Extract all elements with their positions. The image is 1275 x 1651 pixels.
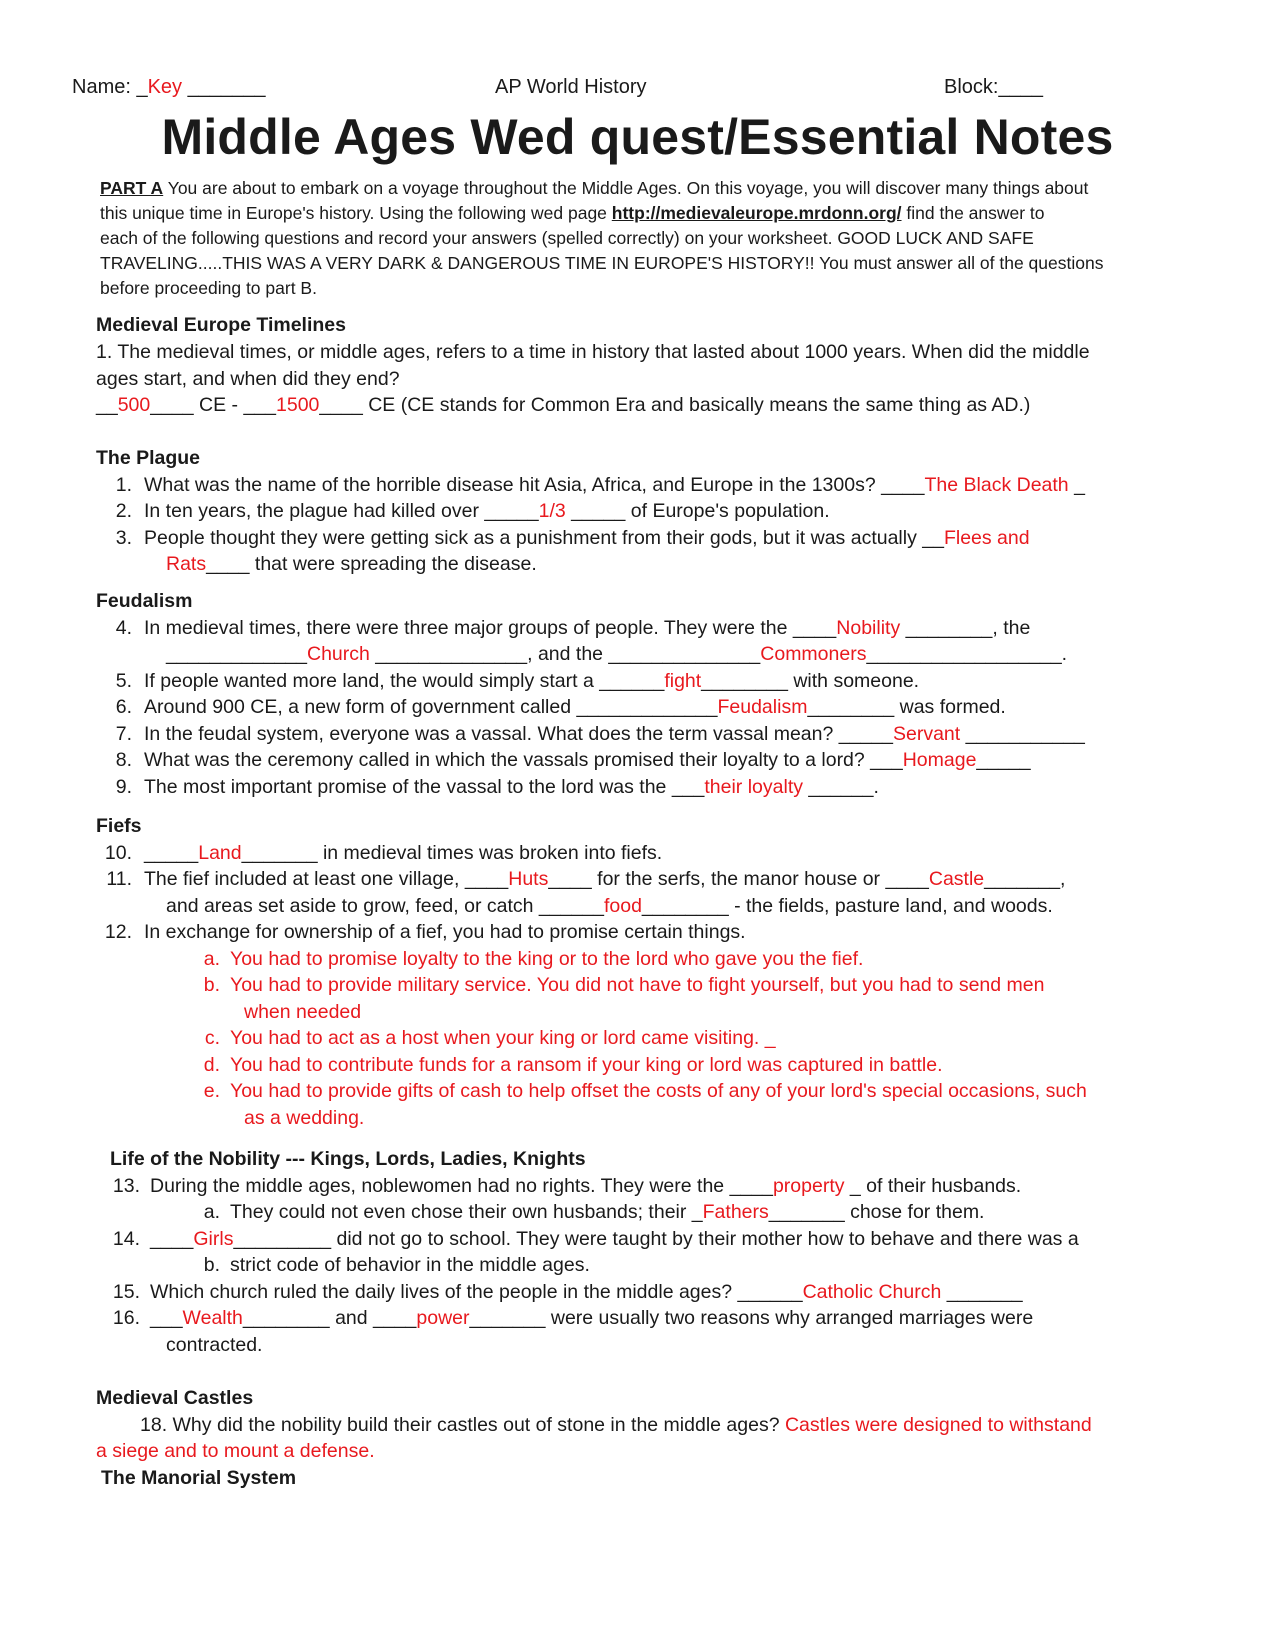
answer-text: fight xyxy=(664,670,702,692)
question-text: _________ did not go to school. They were taught by their mother how to behave and there was a xyxy=(233,1228,1079,1250)
answer-text: Homage xyxy=(902,749,977,771)
question-text: _______ in medieval times was broken into fiefs. xyxy=(241,842,663,864)
question-text: In medieval times, there were three major groups of people. They were the ____ xyxy=(144,617,837,639)
blank: _______, xyxy=(984,868,1066,890)
question-text: People thought they were getting sick as a punishment from their gods, but it was actually __ xyxy=(144,527,944,549)
question-1-answer-line xyxy=(96,394,1030,417)
answer-text: Catholic Church xyxy=(802,1281,942,1303)
plague-question-1 xyxy=(96,474,1085,497)
list-letter: a. xyxy=(203,948,220,970)
name-label: Name: _ xyxy=(72,76,148,98)
question-text: ________ and ____ xyxy=(242,1307,417,1329)
blank: __________________. xyxy=(866,643,1068,665)
answer-text: Nobility xyxy=(836,617,901,639)
question-text: ____ for the serfs, the manor house or ____ xyxy=(548,868,929,890)
list-letter: b. xyxy=(203,974,220,996)
blank: _____________ xyxy=(166,643,307,665)
feudalism-question-4-cont xyxy=(166,643,1067,666)
block-field: Block:____ xyxy=(944,76,1043,98)
section-heading-manorial: The Manorial System xyxy=(101,1467,297,1489)
answer-text: The Black Death xyxy=(924,474,1069,496)
question-text: _______ were usually two reasons why arranged marriages were xyxy=(469,1307,1034,1329)
intro-text: TRAVELING.....THIS WAS A VERY DARK & DANGEROUS TIME IN EUROPE'S HISTORY!! You must answer all of the questions xyxy=(100,253,1104,273)
answer-end-year: 1500 xyxy=(276,394,320,416)
nobility-question-15 xyxy=(96,1281,1023,1304)
question-number: 8. xyxy=(115,749,132,771)
section-heading-plague: The Plague xyxy=(96,447,201,469)
blank: ___________ xyxy=(960,723,1085,745)
section-heading-fiefs: Fiefs xyxy=(96,815,142,837)
fiefs-question-11-cont xyxy=(166,895,1053,918)
fief-obligation-b-cont: when needed xyxy=(244,1001,362,1023)
fiefs-question-11 xyxy=(96,868,1065,891)
section-heading-feudalism: Feudalism xyxy=(96,590,193,612)
answer-text: Commoners xyxy=(760,643,867,665)
question-number: 2. xyxy=(115,500,132,522)
question-number: 12. xyxy=(104,921,132,943)
feudalism-question-4 xyxy=(96,617,1030,640)
answer-text: Servant xyxy=(892,723,961,745)
name-field xyxy=(72,76,265,99)
question-text: ________ - the fields, pasture land, and woods. xyxy=(641,895,1053,917)
blank: ___ xyxy=(150,1307,183,1329)
fiefs-question-12 xyxy=(96,921,746,944)
question-number: 3. xyxy=(115,527,132,549)
intro-text: You are about to embark on a voyage throughout the Middle Ages. On this voyage, you will discover many things about xyxy=(163,178,1089,198)
question-text: Which church ruled the daily lives of the people in the middle ages? ______ xyxy=(150,1281,803,1303)
question-text: _____ of Europe's population. xyxy=(565,500,830,522)
blank: _____ xyxy=(976,749,1031,771)
answer-text: You had to promise loyalty to the king or to the lord who gave you the fief. xyxy=(230,948,864,970)
answer-text: Huts xyxy=(508,868,549,890)
course-name: AP World History xyxy=(495,76,647,98)
blank: _____ xyxy=(144,842,199,864)
intro-text: find the answer to xyxy=(901,203,1045,223)
section-heading-castles: Medieval Castles xyxy=(96,1387,254,1409)
question-1-line-1: 1. The medieval times, or middle ages, refers to a time in history that lasted about 1000 years. When did the middle xyxy=(96,341,1090,363)
blank: __ xyxy=(96,394,118,416)
plague-question-3-cont xyxy=(166,553,537,576)
question-number: 9. xyxy=(115,776,132,798)
question-text: During the middle ages, noblewomen had no rights. They were the ____ xyxy=(150,1175,773,1197)
question-text: If people wanted more land, the would simply start a ______ xyxy=(144,670,665,692)
castles-question-18-cont: a siege and to mount a defense. xyxy=(96,1440,375,1462)
answer-text: You had to act as a host when your king or lord came visiting. _ xyxy=(230,1027,776,1049)
question-number: 11. xyxy=(106,868,132,890)
question-text: What was the name of the horrible disease hit Asia, Africa, and Europe in the 1300s? ____ xyxy=(144,474,925,496)
question-text: strict code of behavior in the middle ages. xyxy=(230,1254,590,1276)
question-text: The fief included at least one village, ____ xyxy=(144,868,509,890)
answer-text: their loyalty xyxy=(704,776,803,798)
question-number: 1. xyxy=(115,474,132,496)
list-letter: b. xyxy=(203,1254,220,1276)
section-heading-nobility: Life of the Nobility --- Kings, Lords, Ladies, Knights xyxy=(110,1148,586,1170)
fief-obligation-e-cont: as a wedding. xyxy=(244,1107,365,1129)
answer-text: Church xyxy=(307,643,370,665)
question-text: What was the ceremony called in which the vassals promised their loyalty to a lord? ___ xyxy=(144,749,903,771)
blank: ____ CE - ___ xyxy=(150,394,277,416)
answer-text: Castle xyxy=(928,868,985,890)
answer-text: property xyxy=(772,1175,845,1197)
question-text: _ xyxy=(1068,474,1085,496)
question-number: 7. xyxy=(115,723,132,745)
nobility-question-13 xyxy=(96,1175,1021,1198)
blank: _______ xyxy=(941,1281,1023,1303)
question-1-line-2: ages start, and when did they end? xyxy=(96,368,400,390)
list-letter: a. xyxy=(203,1201,220,1223)
answer-text: Feudalism xyxy=(717,696,808,718)
feudalism-question-9 xyxy=(96,776,879,799)
question-text: 18. Why did the nobility build their castles out of stone in the middle ages? xyxy=(140,1414,785,1436)
question-text: ________ was formed. xyxy=(807,696,1006,718)
answer-text: food xyxy=(603,895,642,917)
castles-question-18 xyxy=(140,1414,1092,1437)
blank: ____ xyxy=(150,1228,194,1250)
question-number: 5. xyxy=(115,670,132,692)
answer-text: Flees and xyxy=(943,527,1030,549)
answer-text: power xyxy=(416,1307,470,1329)
part-a-label: PART A xyxy=(100,178,164,198)
intro-text: before proceeding to part B. xyxy=(100,278,317,298)
list-letter: c. xyxy=(204,1027,220,1049)
nobility-question-16-cont: contracted. xyxy=(166,1334,263,1356)
fief-obligation-b xyxy=(198,974,1044,997)
question-text: ____ that were spreading the disease. xyxy=(206,553,537,575)
question-text: ______________, and the ______________ xyxy=(369,643,761,665)
question-text: The most important promise of the vassal to the lord was the ___ xyxy=(144,776,705,798)
question-text: Around 900 CE, a new form of government called _____________ xyxy=(144,696,718,718)
answer-text: Land xyxy=(198,842,242,864)
feudalism-question-5 xyxy=(96,670,919,693)
plague-question-3 xyxy=(96,527,1030,550)
blank: ____ CE (CE stands for Common Era and basically means the same thing as AD.) xyxy=(319,394,1031,416)
list-letter: d. xyxy=(203,1054,220,1076)
answer-text: You had to provide military service. You did not have to fight yourself, but you had to send men xyxy=(230,974,1045,996)
answer-text: 1/3 xyxy=(538,500,566,522)
feudalism-question-7 xyxy=(96,723,1085,746)
answer-text: You had to provide gifts of cash to help offset the costs of any of your lord's special occasions, such xyxy=(230,1080,1087,1102)
answer-start-year: 500 xyxy=(117,394,151,416)
intro-text: this unique time in Europe's history. Using the following wed page xyxy=(100,203,612,223)
name-answer: Key xyxy=(147,76,183,98)
answer-text: Wealth xyxy=(182,1307,243,1329)
fief-obligation-a xyxy=(198,948,863,971)
list-letter: e. xyxy=(203,1080,220,1102)
question-number: 13. xyxy=(112,1175,140,1197)
question-text: _______ chose for them. xyxy=(768,1201,985,1223)
question-number: 15. xyxy=(112,1281,140,1303)
nobility-question-13a xyxy=(198,1201,984,1224)
question-text: and areas set aside to grow, feed, or catch ______ xyxy=(166,895,604,917)
feudalism-question-8 xyxy=(96,749,1031,772)
question-number: 16. xyxy=(112,1307,140,1329)
answer-text: You had to contribute funds for a ransom if your king or lord was captured in battle. xyxy=(230,1054,943,1076)
fiefs-question-10 xyxy=(96,842,662,865)
answer-text: Fathers xyxy=(702,1201,769,1223)
page-title: Middle Ages Wed quest/Essential Notes xyxy=(161,109,1114,165)
answer-text: Girls xyxy=(193,1228,234,1250)
blank: ______. xyxy=(802,776,879,798)
question-number: 14. xyxy=(112,1228,140,1250)
nobility-question-14 xyxy=(96,1228,1079,1251)
plague-question-2 xyxy=(96,500,830,523)
question-number: 10. xyxy=(104,842,132,864)
question-text: ________ with someone. xyxy=(701,670,920,692)
nobility-question-16 xyxy=(96,1307,1033,1330)
question-number: 4. xyxy=(115,617,132,639)
question-text: In exchange for ownership of a fief, you had to promise certain things. xyxy=(144,921,746,943)
section-heading-timelines: Medieval Europe Timelines xyxy=(96,314,346,336)
intro-text: each of the following questions and record your answers (spelled correctly) on your worksheet. GOOD LUCK AND SAFE xyxy=(100,228,1034,248)
website-link[interactable]: http://medievaleurope.mrdonn.org/ xyxy=(611,203,902,223)
fief-obligation-c xyxy=(198,1027,776,1050)
name-blank: _______ xyxy=(182,76,266,98)
answer-text: Castles were designed to withstand xyxy=(784,1414,1092,1436)
question-text: They could not even chose their own husbands; their _ xyxy=(230,1201,703,1223)
question-number: 6. xyxy=(115,696,132,718)
nobility-question-14b xyxy=(198,1254,590,1277)
intro-paragraph xyxy=(100,176,1190,301)
question-text: ________, the xyxy=(900,617,1031,639)
fief-obligation-d xyxy=(198,1054,943,1077)
question-text: In the feudal system, everyone was a vassal. What does the term vassal mean? _____ xyxy=(144,723,893,745)
answer-text: Rats xyxy=(166,553,207,575)
question-text: In ten years, the plague had killed over _____ xyxy=(144,500,539,522)
question-text: _ of their husbands. xyxy=(844,1175,1022,1197)
feudalism-question-6 xyxy=(96,696,1006,719)
fief-obligation-e xyxy=(198,1080,1087,1103)
